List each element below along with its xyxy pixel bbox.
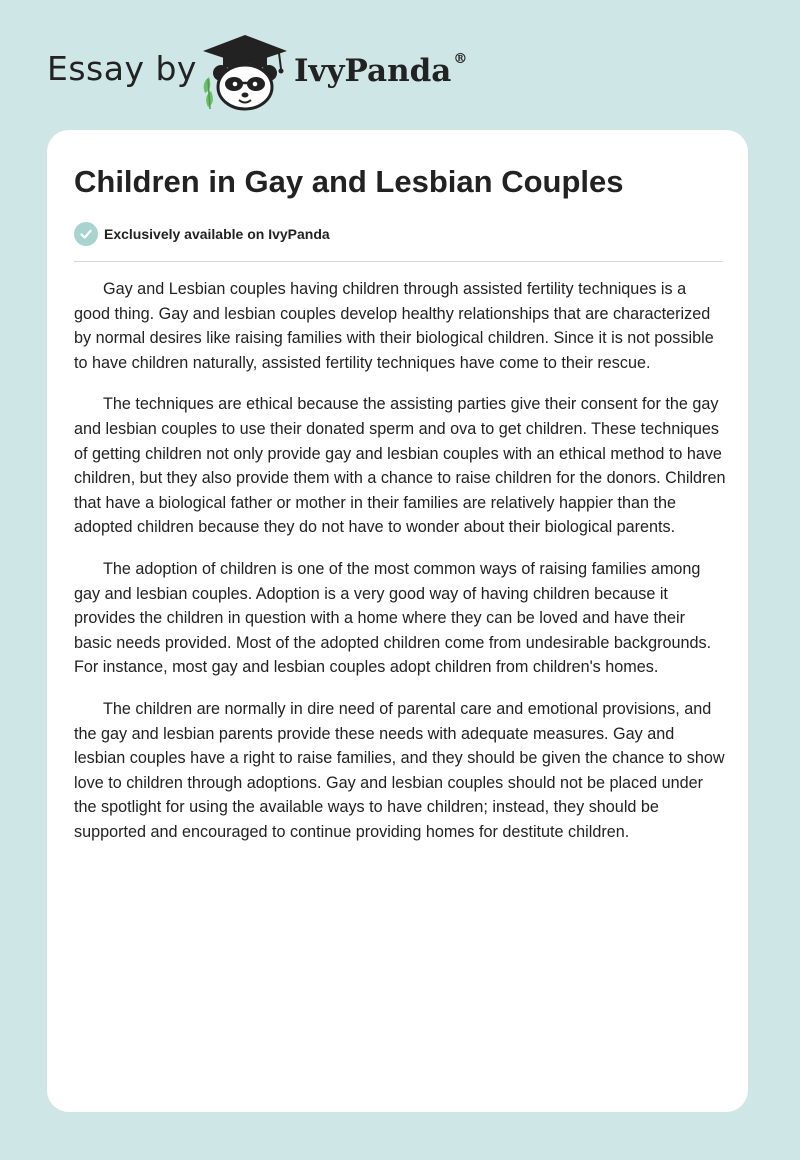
essay-body	[74, 277, 726, 861]
registered-mark: ®	[453, 51, 468, 67]
divider	[74, 261, 723, 262]
paragraph: The children are normally in dire need of parental care and emotional provisions, and the gay and lesbian parents provide these needs with adequate measures. Gay and lesbian couples have a right to raise families, and they should be given the chance to show love to children through adoptions. Gay and lesbian couples should not be placed under the spotlight for using the available ways to have children; instead, they should be supported and encouraged to continue providing homes for destitute children.	[74, 699, 725, 841]
paragraph: The adoption of children is one of the most common ways of raising families among gay and lesbian couples. Adoption is a very good way of having children because it provides the children in question with a home where they can be loved and have their basic needs provided. Most of the adopted children come from undesirable backgrounds. For instance, most gay and lesbian couples adopt children from children's homes.	[74, 559, 712, 677]
panda-logo-icon[interactable]	[199, 33, 291, 111]
paragraph: The techniques are ethical because the assisting parties give their consent for the gay and lesbian couples to use their donated sperm and ova to get children. These techniques of getting children not only provide gay and lesbian couples with an ethical method to have children, but they also provide them with a chance to raise children for the donors. Children that have a biological father or mother in their families are relatively happier than the adopted children because they do not have to wonder about their biological parents.	[74, 395, 726, 537]
page-title: Children in Gay and Lesbian Couples	[74, 164, 624, 199]
check-circle-icon	[74, 222, 98, 246]
paragraph: Gay and Lesbian couples having children through assisted fertility techniques is a good thing. Gay and lesbian couples develop healthy relationships that are characterized by normal desires like raising families with their biological children. Since it is not possible to have children naturally, assisted fertility techniques have come to their rescue.	[74, 280, 714, 372]
exclusive-badge	[74, 221, 330, 247]
brand-label: IvyPanda	[294, 53, 452, 89]
essay-by-label: Essay by	[47, 49, 197, 88]
brand-name[interactable]	[294, 53, 467, 89]
site-header	[47, 33, 527, 113]
exclusive-badge-label: Exclusively available on IvyPanda	[104, 226, 330, 242]
essay-card	[47, 130, 748, 1112]
